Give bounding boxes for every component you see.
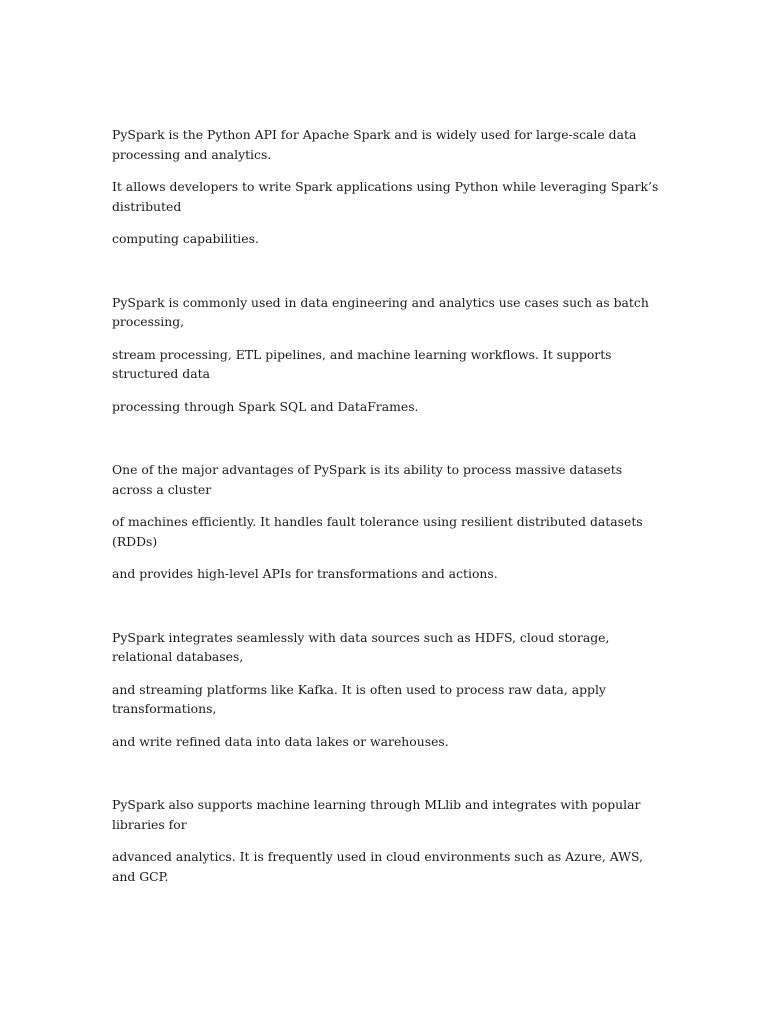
document-body: [112, 125, 660, 886]
paragraph: PySpark is commonly used in data engineering and analytics use cases such as batch processing,: [112, 294, 649, 329]
paragraph: and write refined data into data lakes or warehouses.: [112, 733, 449, 749]
paragraph: PySpark also supports machine learning through MLlib and integrates with popular libraries for: [112, 797, 641, 832]
paragraph: of machines efficiently. It handles fault tolerance using resilient distributed datasets (RDDs): [112, 514, 643, 549]
paragraph: and provides high-level APIs for transformations and actions.: [112, 566, 498, 581]
paragraph: processing through Spark SQL and DataFrames.: [112, 398, 419, 414]
paragraph: and streaming platforms like Kafka. It is often used to process raw data, apply transformations,: [112, 681, 606, 716]
paragraph: computing capabilities.: [112, 231, 259, 246]
paragraph: stream processing, ETL pipelines, and machine learning workflows. It supports structured data: [112, 346, 612, 381]
paragraph: advanced analytics. It is frequently used in cloud environments such as Azure, AWS, and GCP.: [112, 849, 643, 884]
paragraph: It allows developers to write Spark applications using Python while leveraging Spark’s distributed: [112, 179, 659, 214]
paragraph: One of the major advantages of PySpark is its ability to process massive datasets across a cluster: [112, 462, 623, 497]
paragraph: PySpark is the Python API for Apache Spark and is widely used for large-scale data processing and analytics.: [112, 127, 637, 162]
paragraph: PySpark integrates seamlessly with data sources such as HDFS, cloud storage, relational databases,: [112, 629, 610, 664]
